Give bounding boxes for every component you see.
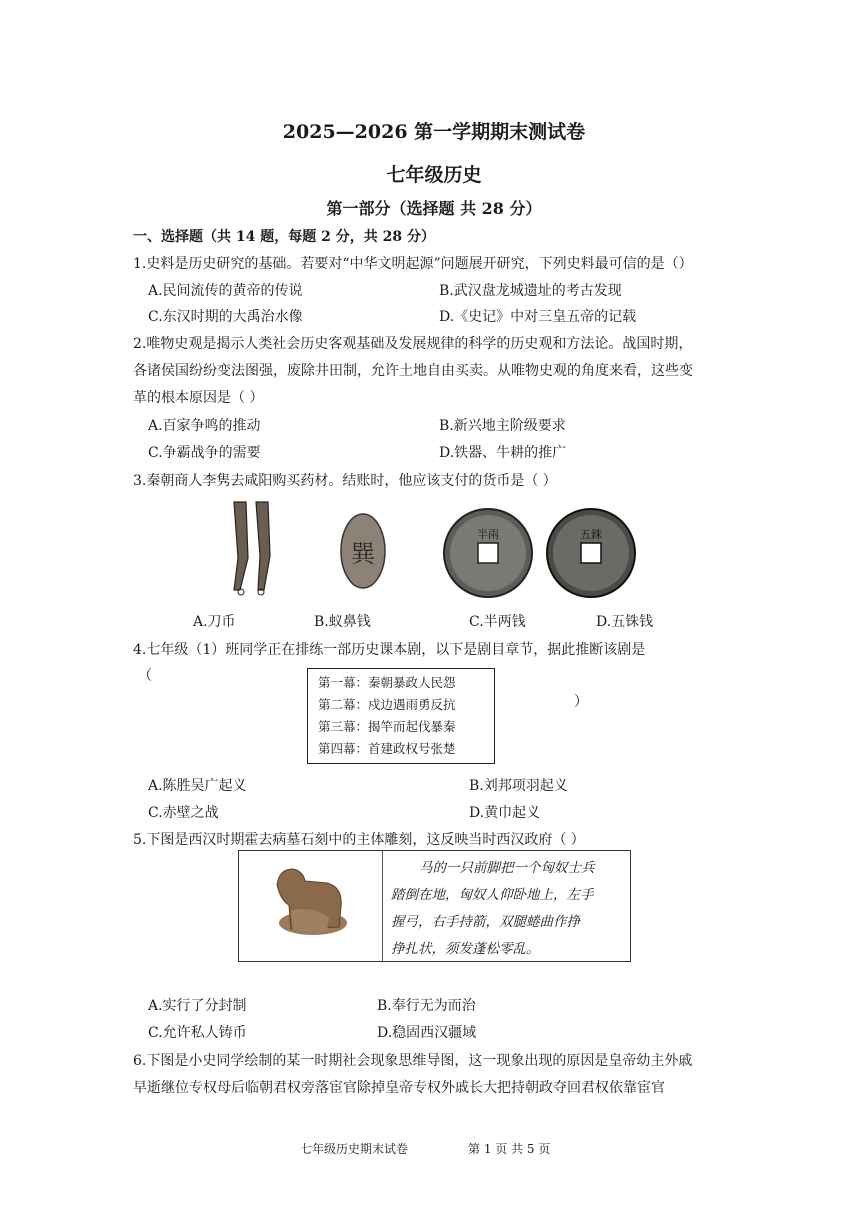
banliang-coin-image [440,505,536,601]
q5-option-a[interactable]: A.实行了分封制 [148,998,247,1014]
q6-stem-line1: 6.下图是小史同学绘制的某一时期社会现象思维导图，这一现象出现的原因是皇帝幼主外戚 [133,1053,693,1069]
q5-description [391,855,623,963]
q6-stem-line2: 早逝继位专权母后临朝君权旁落宦官除掉皇帝专权外戚长大把持朝政夺回君权依靠宦官 [133,1080,665,1096]
q4-option-a[interactable]: A.陈胜吴广起义 [148,778,247,794]
q1-option-d[interactable]: D.《史记》中对三皇五帝的记载 [439,309,637,325]
q5-figure-box [238,850,631,962]
script-act-1: 第一幕：秦朝暴政人民怨 [318,675,456,690]
q3-option-a[interactable]: A.刀币 [193,614,236,630]
q2-option-c[interactable]: C.争霸战争的需要 [148,445,261,461]
q1-option-c[interactable]: C.东汉时期的大禹治水像 [148,309,303,325]
q3-option-c[interactable]: C.半两钱 [469,614,526,630]
ant-nose-coin-image [337,510,389,592]
knife-coin-image [230,498,280,596]
q4-paren-close: ） [574,694,588,710]
wuzhu-inscription: 五銖 [580,528,602,541]
exam-title: 2025—2026 第一学期期末测试卷 [282,121,586,143]
section-heading: 一、选择题（共 14 题，每题 2 分，共 28 分） [133,229,435,245]
script-act-4: 第四幕：首建政权号张楚 [318,741,456,756]
q2-option-d[interactable]: D.铁器、牛耕的推广 [439,445,567,461]
footer-page-number: 第 1 页 共 5 页 [468,1142,551,1156]
q5-option-c[interactable]: C.允许私人铸币 [148,1025,247,1041]
q4-script-box [307,668,495,764]
q5-option-d[interactable]: D.稳固西汉疆域 [377,1025,477,1041]
part-title: 第一部分（选择题 共 28 分） [326,199,542,218]
q3-option-b[interactable]: B.蚁鼻钱 [314,614,371,630]
q5-desc-line1: 马的一只前脚把一个匈奴士兵 [419,860,595,876]
q5-desc-line4: 挣扎状，须发蓬松零乱。 [391,941,540,957]
q1-stem: 1.史料是历史研究的基础。若要对“中华文明起源”问题展开研究，下列史料最可信的是（） [133,256,693,272]
banliang-inscription: 半兩 [477,528,499,541]
q5-stem: 5.下图是西汉时期霍去病墓石刻中的主体雕刻，这反映当时西汉政府（ ） [133,832,585,848]
q2-stem-line1: 2.唯物史观是揭示人类社会历史客观基础及发展规律的科学的历史观和方法论。战国时期， [133,336,693,352]
q5-desc-line3: 握弓，右手持箭，双腿蜷曲作挣 [391,914,580,930]
q5-option-b[interactable]: B.奉行无为而治 [377,998,476,1014]
wuzhu-coin-image [543,505,639,601]
q4-option-c[interactable]: C.赤壁之战 [148,805,219,821]
q5-figure-divider [382,851,383,961]
q2-stem-line2: 各诸侯国纷纷变法图强，废除井田制，允许土地自由买卖。从唯物史观的角度来看，这些变 [133,363,693,379]
q4-option-d[interactable]: D.黄巾起义 [469,805,541,821]
q5-desc-line2: 踏倒在地，匈奴人仰卧地上，左手 [391,887,594,903]
ant-nose-inscription: 巽 [351,540,375,568]
script-act-2: 第二幕：戍边遇雨勇反抗 [318,697,456,712]
q2-stem-line3: 革的根本原因是（ ） [133,390,264,406]
q2-option-a[interactable]: A.百家争鸣的推动 [148,418,261,434]
q1-option-a[interactable]: A.民间流传的黄帝的传说 [148,283,303,299]
q4-option-b[interactable]: B.刘邦项羽起义 [469,778,568,794]
q2-option-b[interactable]: B.新兴地主阶级要求 [439,418,566,434]
horse-statue-image [269,861,351,939]
q3-stem: 3.秦朝商人李隽去咸阳购买药材。结账时，他应该支付的货币是（ ） [133,473,557,489]
q4-stem: 4.七年级（1）班同学正在排练一部历史课本剧，以下是剧目章节，据此推断该剧是 [133,642,646,658]
q4-paren-open: （ [138,668,152,684]
q1-option-b[interactable]: B.武汉盘龙城遗址的考古发现 [439,283,622,299]
footer-doc-title: 七年级历史期末试卷 [300,1142,409,1156]
subject-title: 七年级历史 [386,164,482,186]
q3-option-d[interactable]: D.五铢钱 [596,614,654,630]
script-act-3: 第三幕：揭竿而起伐暴秦 [318,719,456,734]
